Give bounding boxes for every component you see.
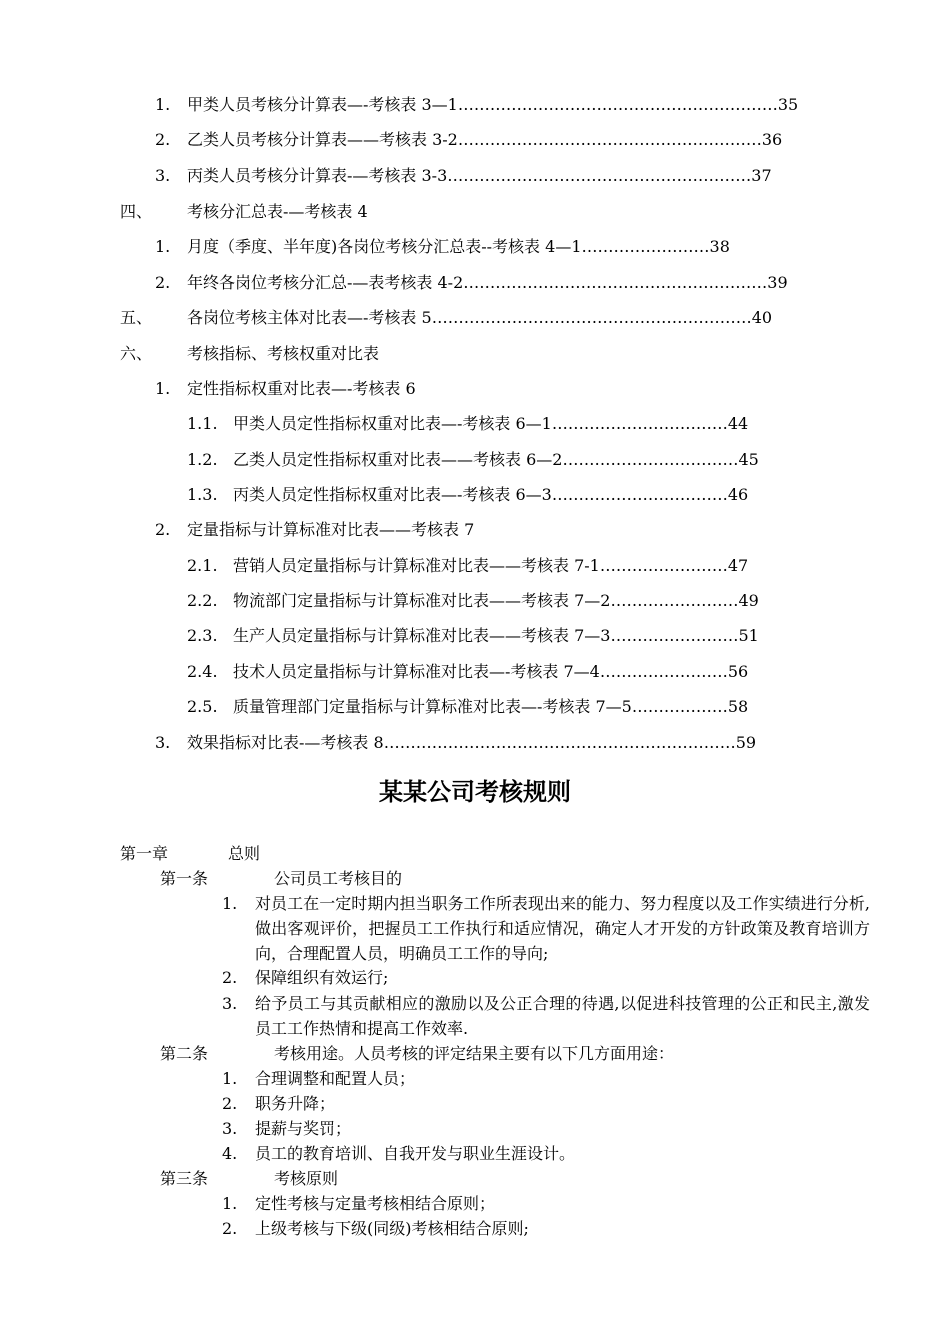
list-item-number: 2. xyxy=(222,968,238,987)
list-item-number: 1. xyxy=(222,894,238,913)
list-item-number: 4. xyxy=(222,1144,238,1163)
toc-entry[interactable]: 1. 定性指标权重对比表—-考核表 6 xyxy=(155,379,416,398)
toc-subentry[interactable]: 1.1. 甲类人员定性指标权重对比表—-考核表 6—1 …………………………… 44 xyxy=(187,414,749,433)
toc-entry[interactable]: 2. 年终各岗位考核分汇总-—表考核表 4-2 ………………………………………………… 39 xyxy=(155,273,788,292)
article-label: 第三条 xyxy=(160,1169,209,1188)
toc-entry[interactable]: 3. 丙类人员考核分计算表-—考核表 3-3 ………………………………………………… 37 xyxy=(155,166,772,185)
list-item-text: 合理调整和配置人员； xyxy=(255,1069,416,1088)
toc-subentry[interactable]: 2.4. 技术人员定量指标与计算标准对比表—-考核表 7—4 …………………… 56 xyxy=(187,662,749,681)
list-item-number: 1. xyxy=(222,1069,238,1088)
chapter-label: 第一章 xyxy=(120,844,169,863)
list-item-text: 提薪与奖罚； xyxy=(255,1119,352,1138)
article-heading xyxy=(160,1168,338,1190)
chapter-heading xyxy=(120,843,260,865)
list-item-text: 上级考核与下级(同级)考核相结合原则; xyxy=(255,1219,529,1238)
chapter-name: 总则 xyxy=(228,844,261,863)
toc-entry[interactable]: 1. 月度（季度、半年度)各岗位考核分汇总表--考核表 4—1 …………………… 38 xyxy=(155,237,730,256)
article-label: 第一条 xyxy=(160,869,209,888)
toc-section[interactable]: 四、 考核分汇总表-—考核表 4 xyxy=(120,202,368,221)
toc-subentry[interactable]: 2.5. 质量管理部门定量指标与计算标准对比表—-考核表 7—5 ……………… 58 xyxy=(187,697,749,716)
article-name: 考核用途。人员考核的评定结果主要有以下几方面用途： xyxy=(274,1044,675,1063)
article-label: 第二条 xyxy=(160,1044,209,1063)
list-item-number: 2. xyxy=(222,1219,238,1238)
list-item-number: 2. xyxy=(222,1094,238,1113)
article-name: 考核原则 xyxy=(274,1169,339,1188)
list-item-text: 对员工在一定时期内担当职务工作所表现出来的能力、努力程度以及工作实绩进行分析,做出客观评价，把握员工工作执行和适应情况，确定人才开发的方针政策及教育培训方向，合理配置人员，明确员工工作的导向; xyxy=(255,894,870,963)
toc-subentry[interactable]: 2.2. 物流部门定量指标与计算标准对比表——考核表 7—2 …………………… 49 xyxy=(187,591,759,610)
article-heading xyxy=(160,1043,674,1065)
list-item-number: 3. xyxy=(222,994,238,1013)
document-title: 某某公司考核规则 xyxy=(379,778,571,806)
toc-subentry[interactable]: 1.2. 乙类人员定性指标权重对比表——考核表 6—2 …………………………… 45 xyxy=(187,450,759,469)
toc-entry[interactable]: 2. 定量指标与计算标准对比表——考核表 7 xyxy=(155,520,475,539)
toc-subentry[interactable]: 2.3. 生产人员定量指标与计算标准对比表——考核表 7—3 …………………… 51 xyxy=(187,626,759,645)
list-item-text: 定性考核与定量考核相结合原则； xyxy=(255,1194,496,1213)
toc-entry[interactable]: 1. 甲类人员考核分计算表—-考核表 3—1 …………………………………………………… 35 xyxy=(155,95,799,114)
list-item-text: 员工的教育培训、自我开发与职业生涯设计。 xyxy=(255,1144,576,1163)
list-item-text: 职务升降； xyxy=(255,1094,336,1113)
list-item-number: 1. xyxy=(222,1194,238,1213)
toc-subentry[interactable]: 2.1. 营销人员定量指标与计算标准对比表——考核表 7-1 …………………… 47 xyxy=(187,556,749,575)
list-item-text: 给予员工与其贡献相应的激励以及公正合理的待遇,以促进科技管理的公正和民主,激发员工工作热情和提高工作效率. xyxy=(255,994,870,1038)
toc-entry[interactable]: 2. 乙类人员考核分计算表——考核表 3-2 ………………………………………………… 36 xyxy=(155,130,783,149)
toc-section[interactable]: 六、 考核指标、考核权重对比表 xyxy=(120,344,380,363)
toc-subentry[interactable]: 1.3. 丙类人员定性指标权重对比表—-考核表 6—3 …………………………… 46 xyxy=(187,485,749,504)
toc-entry[interactable]: 3. 效果指标对比表-—考核表 8 ………………………………………………………… 59 xyxy=(155,733,757,752)
article-name: 公司员工考核目的 xyxy=(274,869,403,888)
toc-section[interactable]: 五、 各岗位考核主体对比表—-考核表 5 …………………………………………………… 40 xyxy=(120,308,773,327)
article-heading xyxy=(160,868,402,890)
list-item-text: 保障组织有效运行; xyxy=(255,968,389,987)
list-item-number: 3. xyxy=(222,1119,238,1138)
